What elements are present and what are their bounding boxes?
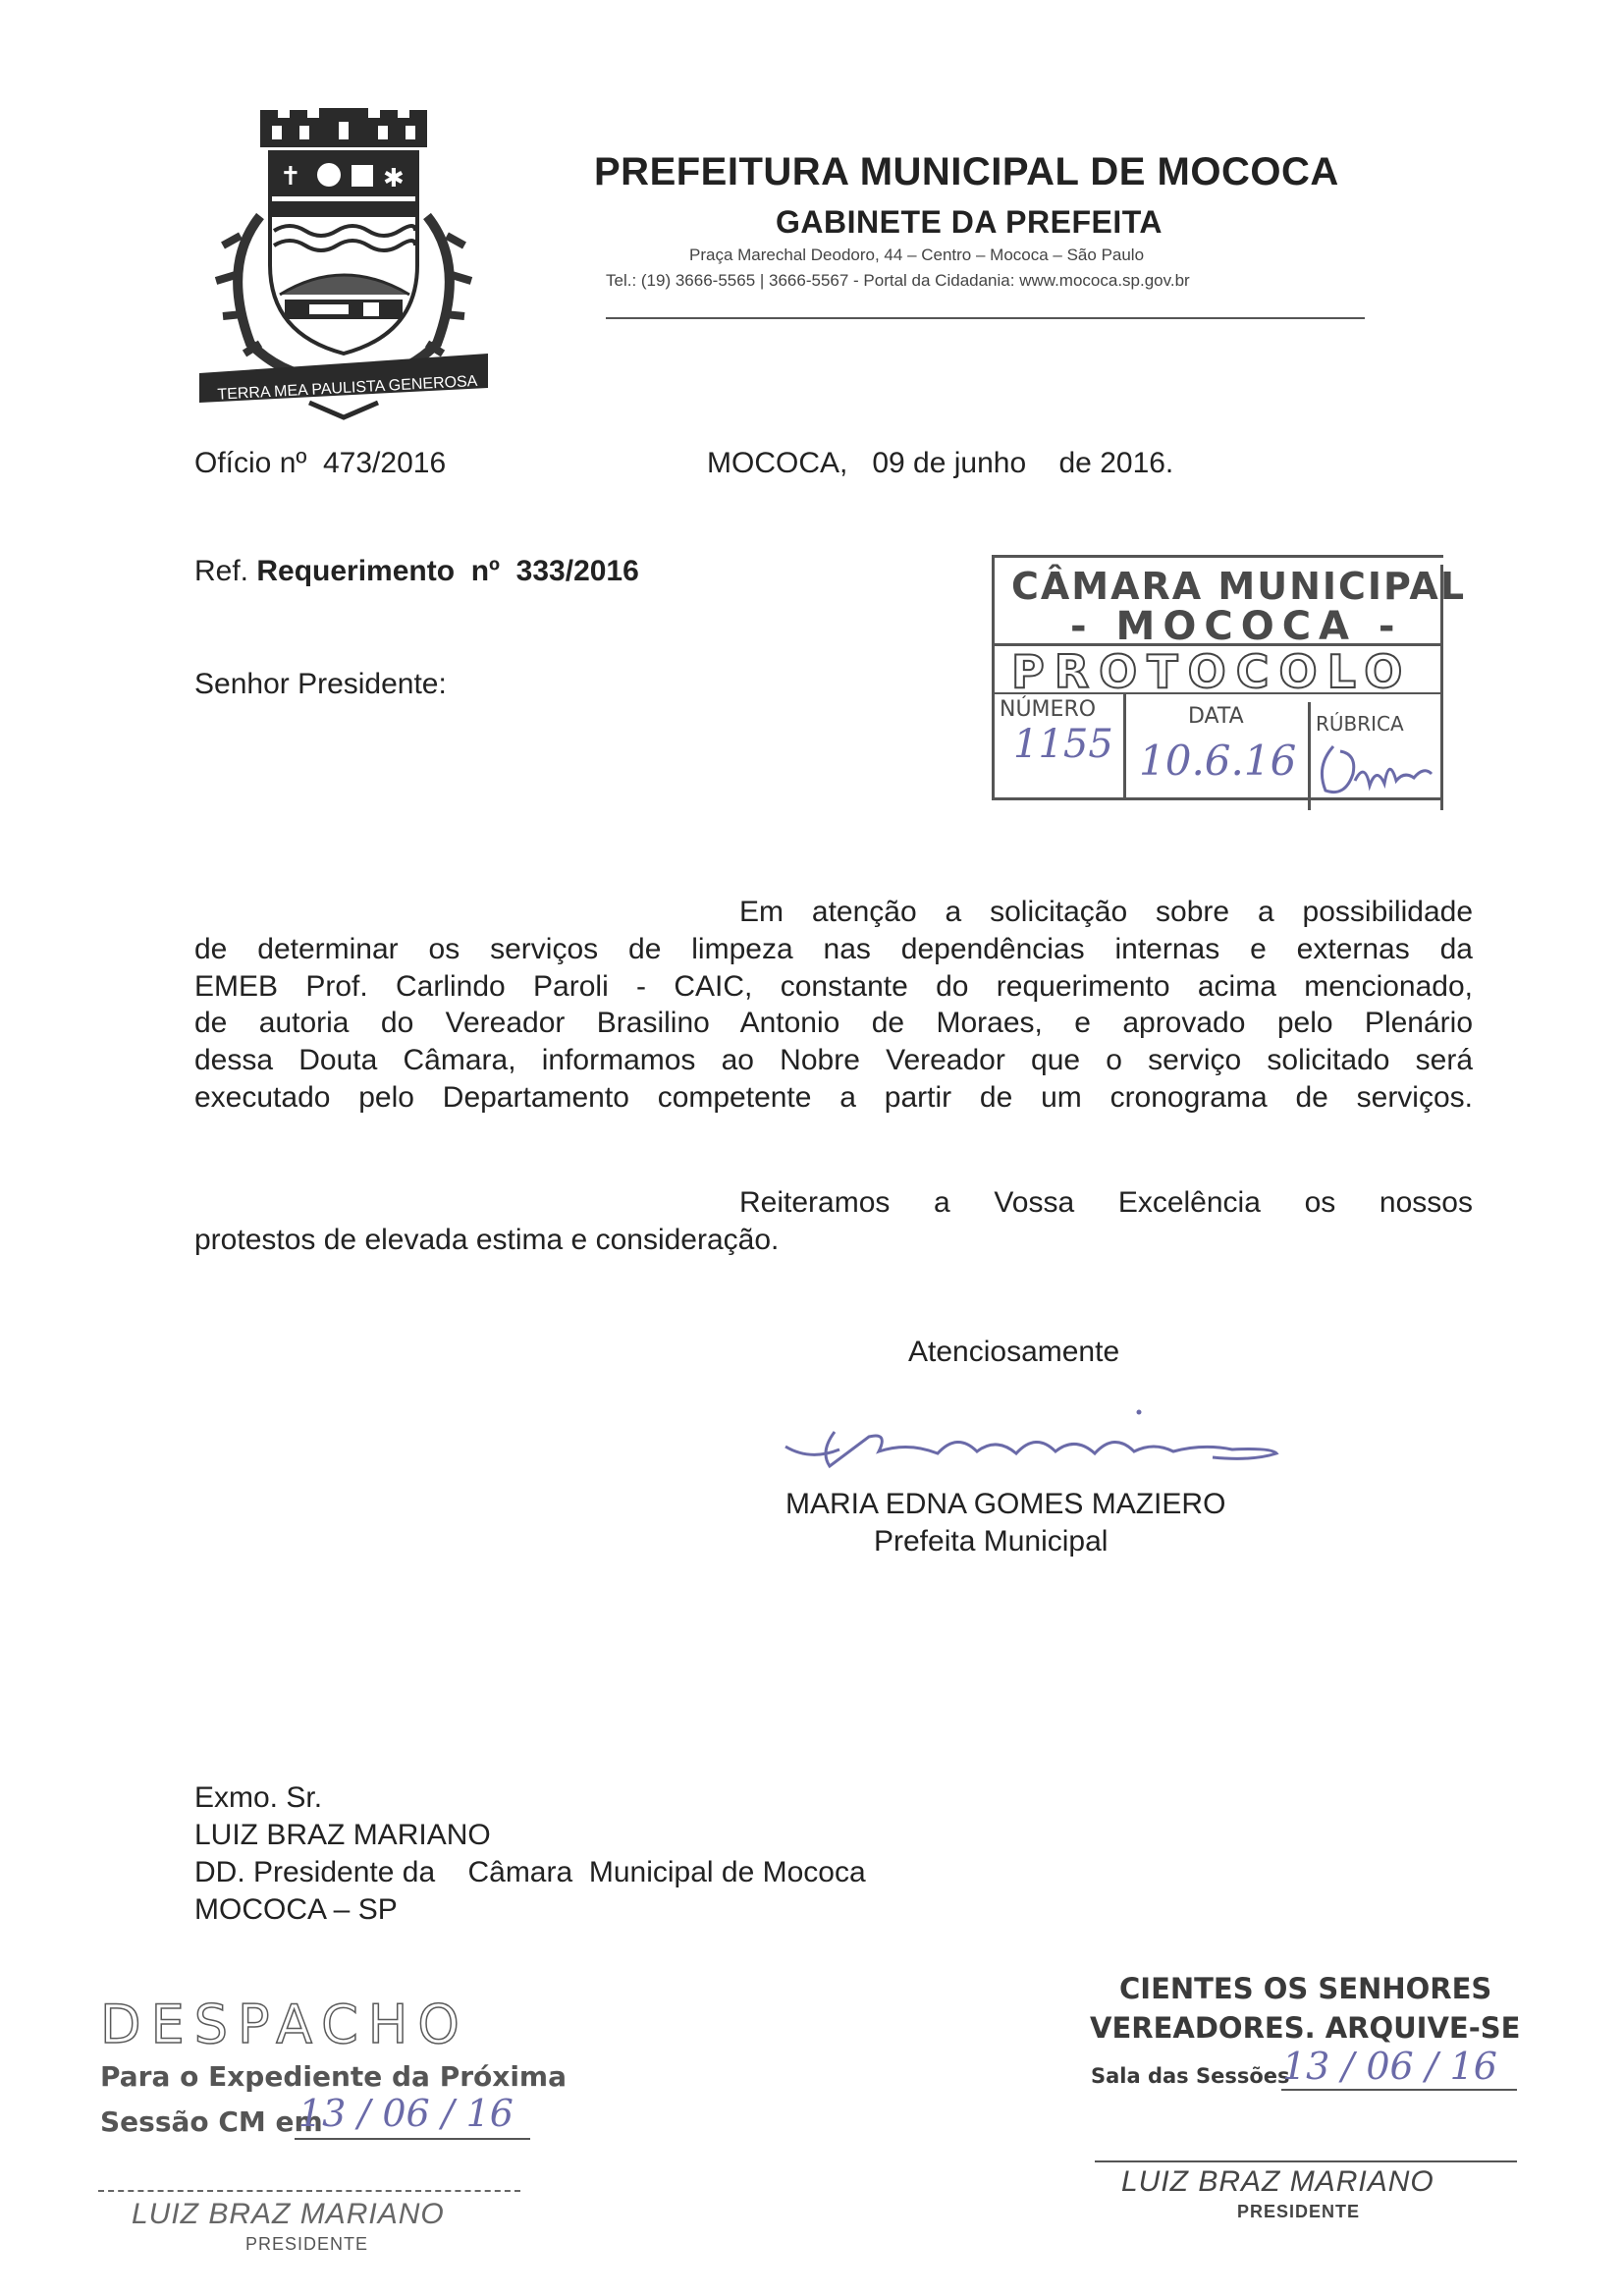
salutation: Senhor Presidente:: [194, 668, 447, 700]
stamp-mococa: - MOCOCA -: [1070, 604, 1403, 649]
organization-title: PREFEITURA MUNICIPAL DE MOCOCA: [594, 150, 1339, 193]
signatory-name: MARIA EDNA GOMES MAZIERO: [785, 1488, 1226, 1520]
addressee-block: [194, 1779, 866, 1929]
organization-subtitle: GABINETE DA PREFEITA: [776, 204, 1163, 240]
stamp-camara-municipal: CÂMARA MUNICIPAL: [1011, 565, 1467, 608]
cientes-date: 13 / 06 / 16: [1282, 2045, 1497, 2088]
paragraph-line: protestos de elevada estima e consideração.: [194, 1223, 780, 1256]
oficio-number: Ofício nº 473/2016: [194, 447, 447, 479]
stamp-data-label: DATA: [1188, 704, 1244, 729]
paragraph-line: executado pelo Departamento competente a partir de um cronograma de serviços.: [194, 1080, 1473, 1114]
addressee-line: LUIZ BRAZ MARIANO: [194, 1819, 491, 1851]
body-paragraph-1: [194, 894, 1473, 1117]
despacho-stamp: [98, 1994, 567, 2288]
cientes-sala-label: Sala das Sessões: [1091, 2064, 1290, 2088]
handwritten-signature: [781, 1393, 1291, 1481]
reference-prefix: Ref.: [194, 555, 257, 587]
despacho-date-line: [295, 2138, 530, 2140]
stamp-protocolo: PROTOCOLO: [1011, 645, 1413, 698]
cientes-line-2: VEREADORES. ARQUIVE-SE: [1090, 2011, 1521, 2045]
header-address: Praça Marechal Deodoro, 44 – Centro – Mococa – São Paulo: [689, 246, 1145, 264]
crest-motto: TERRA MEA PAULISTA GENEROSA: [217, 372, 478, 404]
header-divider: [606, 317, 1365, 319]
stamp-numero-label: NÚMERO: [1000, 697, 1097, 722]
cientes-president-name: LUIZ BRAZ MARIANO: [1121, 2165, 1434, 2198]
paragraph-line: de determinar os serviços de limpeza nas dependências internas e externas da: [194, 932, 1473, 965]
stamp-data-value: 10.6.16: [1139, 737, 1297, 785]
closing: Atenciosamente: [908, 1336, 1120, 1368]
paragraph-line: EMEB Prof. Carlindo Paroli - CAIC, constante do requerimento acima mencionado,: [194, 969, 1473, 1003]
stamp-rubrica-label: RÚBRICA: [1316, 712, 1404, 736]
protocol-stamp: [992, 545, 1467, 820]
header-phone: Tel.: (19) 3666-5565 | 3666-5567 - Portal da Cidadania: www.mococa.sp.gov.br: [606, 271, 1190, 290]
municipal-crest-logo: [191, 108, 496, 422]
svg-text:✱: ✱: [383, 164, 405, 193]
addressee-line: MOCOCA – SP: [194, 1893, 398, 1926]
despacho-signature-rule: [98, 2190, 520, 2192]
svg-text:✝: ✝: [280, 162, 301, 191]
addressee-line: DD. Presidente da Câmara Municipal de Mococa: [194, 1856, 866, 1888]
cientes-line-1: CIENTES OS SENHORES: [1119, 1972, 1492, 2005]
cientes-president-role: PRESIDENTE: [1237, 2202, 1361, 2221]
despacho-president-role: PRESIDENTE: [245, 2234, 369, 2254]
letter-reference: [194, 555, 639, 588]
reference-requerimento: Requerimento nº 333/2016: [256, 555, 639, 587]
body-paragraph-2: [194, 1184, 1473, 1259]
despacho-president-name: LUIZ BRAZ MARIANO: [132, 2198, 445, 2230]
paragraph-line: de autoria do Vereador Brasilino Antonio de Moraes, e aprovado pelo Plenário: [194, 1007, 1473, 1040]
cientes-stamp: [1090, 1964, 1542, 2259]
despacho-date: 13 / 06 / 16: [298, 2092, 514, 2135]
letter-date: MOCOCA, 09 de junho de 2016.: [707, 447, 1174, 479]
addressee-line: Exmo. Sr.: [194, 1781, 323, 1814]
despacho-instruction: Para o Expediente da Próxima: [100, 2060, 567, 2093]
despacho-session-label: Sessão CM em: [100, 2105, 323, 2138]
rubrica-signature: [1316, 737, 1438, 800]
despacho-title: DESPACHO: [100, 1994, 469, 2055]
cientes-date-line: [1281, 2089, 1517, 2091]
paragraph-line: Em atenção a solicitação sobre a possibilidade: [739, 896, 1473, 928]
signatory-role: Prefeita Municipal: [874, 1525, 1109, 1558]
stamp-numero-value: 1155: [1013, 722, 1113, 767]
paragraph-line: Reiteramos a Vossa Excelência os nossos: [739, 1186, 1473, 1219]
cientes-signature-rule: [1095, 2160, 1517, 2162]
paragraph-line: dessa Douta Câmara, informamos ao Nobre Vereador que o serviço solicitado será: [194, 1044, 1473, 1077]
